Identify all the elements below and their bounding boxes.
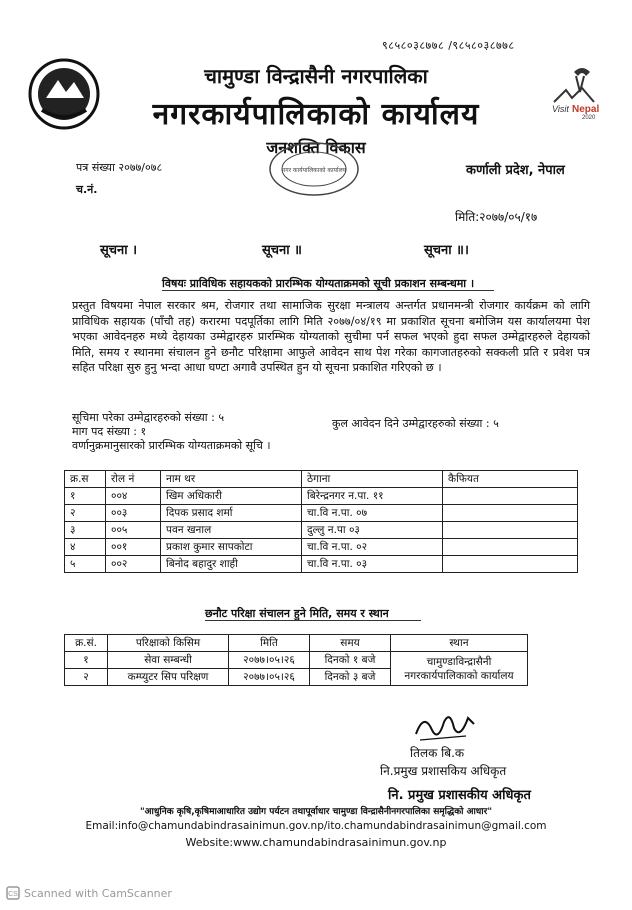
- table-cell: [443, 539, 578, 556]
- column-header: ठेगाना: [302, 471, 443, 488]
- table-cell: कम्प्युटर सिप परिक्षण: [108, 669, 229, 686]
- list-caption: वर्णानुक्रमानुसारको प्रारम्भिक योग्यताक्रमको सूचि ।: [72, 439, 271, 452]
- exam-schedule-heading: छनौट परिक्षा संचालन हुने मिति, समय र स्थान: [205, 607, 389, 620]
- table-cell: चा.वि न.पा. ०७: [302, 505, 443, 522]
- handwritten-signature: [410, 706, 480, 746]
- table-cell: ००५: [106, 522, 161, 539]
- table-cell: २०७७।०५।२६: [229, 652, 310, 669]
- exam-heading-underline: [205, 620, 421, 621]
- document-date: मिति:२०७७/०५/१७: [455, 210, 538, 224]
- notice-label-1: सूचना ।: [100, 243, 138, 258]
- office-title: नगरकार्यपालिकाको कार्यालय: [152, 97, 480, 132]
- table-row: [65, 539, 578, 556]
- phone-numbers: ९८५८०३८७७८ /९८५८०३८७७८: [382, 39, 515, 52]
- candidates-table: [64, 470, 578, 573]
- demand-posts: माग पद संख्या : १: [72, 425, 147, 438]
- province-name: कर्णाली प्रदेश, नेपाल: [466, 163, 565, 178]
- table-row: [65, 522, 578, 539]
- signatory-title: नि.प्रमुख प्रशासकिय अधिकृत: [380, 764, 507, 778]
- column-header: कैफियत: [443, 471, 578, 488]
- table-cell: [443, 522, 578, 539]
- contact-website: Website:www.chamundabindrasainimun.gov.np: [185, 836, 447, 849]
- table-cell: ४: [65, 539, 106, 556]
- camscanner-icon: [6, 886, 20, 900]
- column-header: रोल नं: [106, 471, 161, 488]
- reference-number: पत्र संख्या २०७७/०७८: [76, 161, 163, 174]
- table-cell: १: [65, 488, 106, 505]
- table-cell: सेवा सम्बन्धी: [108, 652, 229, 669]
- table-cell: चा.वि न.पा. ०२: [302, 539, 443, 556]
- notice-body: प्रस्तुत विषयमा नेपाल सरकार श्रम, रोजगार तथा सामाजिक सुरक्षा मन्त्रालय अन्तर्गत प्रधानमन्त्री रोजगार कार्यक्रम को लागि प्राविधिक सहायक (पाँचौ तह) करारमा पदपूर्तिका लागि मिति २०७७/०४/१९ मा प्रकाशित सूचना बमोजिम यस कार्यालयमा पेश भएका आवेदनहरु मध्ये देहायका उम्मेद्वारहरु प्रारम्भिक योग्यताको सुचीमा पर्न सफल भएको हुदा सफल उम्मेद्वारहरुले देहायको मिति, समय र स्थानमा संचालन हुने छनौट परिक्षामा आफुले आवेदन साथ पेश गरेका कागजातहरुको सक्कली प्रति र प्रवेश पत्र सहित परिक्षा सुरु हुनु भन्दा आधा घण्टा अगावै उपस्थित हुन यो सूचना प्रकाशित गरिएको छ ।: [72, 299, 590, 375]
- camscanner-watermark: [6, 886, 172, 900]
- table-cell: बिरेन्द्रनगर न.पा. ११: [302, 488, 443, 505]
- notice-label-3: सूचना ॥।: [424, 243, 469, 258]
- table-cell: [443, 488, 578, 505]
- table-cell: दुल्लु न.पा ०३: [302, 522, 443, 539]
- listed-count: सूचिमा परेका उम्मेद्वारहरुको संख्या : ५: [72, 411, 225, 424]
- table-cell: चा.वि न.पा. ०३: [302, 556, 443, 573]
- municipality-name: चामुण्डा विन्द्रासैनी नगरपालिका: [204, 64, 428, 88]
- applied-count: कुल आवेदन दिने उम्मेद्वारहरुको संख्या : ५: [332, 417, 499, 430]
- table-row: [65, 505, 578, 522]
- table-cell: १: [65, 652, 108, 669]
- table-cell: ००४: [106, 488, 161, 505]
- column-header: नाम थर: [161, 471, 302, 488]
- table-cell: ३: [65, 522, 106, 539]
- table-cell: खिम अधिकारी: [161, 488, 302, 505]
- table-cell: [443, 556, 578, 573]
- signatory-name: तिलक बि.क: [410, 746, 465, 760]
- table-cell: दिपक प्रसाद शर्मा: [161, 505, 302, 522]
- column-header: क्र.स: [65, 471, 106, 488]
- svg-text:CS: CS: [8, 891, 18, 898]
- officer-designation: नि. प्रमुख प्रशासकीय अधिकृत: [388, 788, 531, 803]
- department-title: जनशक्ति विकास: [266, 138, 366, 157]
- table-cell: २: [65, 669, 108, 686]
- column-header: स्थान: [391, 635, 528, 652]
- table-cell: दिनको ३ बजे: [310, 669, 391, 686]
- table-cell: २०७७।०५।२६: [229, 669, 310, 686]
- subject-line: विषयः प्राविधिक सहायकको प्रारम्भिक योग्यताक्रमको सूची प्रकाशन सम्बन्धमा ।: [162, 277, 475, 290]
- table-cell: ००२: [106, 556, 161, 573]
- table-row: [65, 556, 578, 573]
- official-stamp: [268, 140, 360, 198]
- column-header: क्र.सं.: [65, 635, 108, 652]
- table-cell: ००३: [106, 505, 161, 522]
- table-header-row: [65, 635, 528, 652]
- svg-text:Visit: Visit: [552, 104, 569, 114]
- table-cell: ५: [65, 556, 106, 573]
- table-cell: दिनको १ बजे: [310, 652, 391, 669]
- svg-text:2020: 2020: [582, 115, 596, 120]
- table-cell: ००१: [106, 539, 161, 556]
- exam-schedule-table: [64, 634, 528, 686]
- table-header-row: [65, 471, 578, 488]
- camscanner-label: Scanned with CamScanner: [24, 886, 172, 900]
- table-row: [65, 488, 578, 505]
- municipality-slogan: "आधुनिक कृषि,कृषिमाआधारित उद्योग पर्यटन तथापूर्वाधार चामुण्डा विन्द्रासैनीनगरपालिका समृद्धिको आधार": [139, 807, 493, 817]
- table-cell: पवन खनाल: [161, 522, 302, 539]
- dispatch-number: च.नं.: [76, 183, 98, 196]
- table-cell: प्रकाश कुमार सापकोटा: [161, 539, 302, 556]
- stamp-text: नगर कार्यपालिकाको कार्यालय: [281, 167, 347, 174]
- column-header: मिति: [229, 635, 310, 652]
- table-cell: [443, 505, 578, 522]
- table-cell: २: [65, 505, 106, 522]
- table-row: [65, 652, 528, 669]
- notice-label-2: सूचना ॥: [262, 243, 302, 258]
- table-cell: बिनोद बहादुर शाही: [161, 556, 302, 573]
- column-header: परिक्षाको किसिम: [108, 635, 229, 652]
- svg-text:Nepal: Nepal: [572, 104, 600, 115]
- venue-cell: चामुण्डाविन्द्रासैनी नगरकार्यपालिकाको कार्यालय: [391, 652, 528, 686]
- column-header: समय: [310, 635, 391, 652]
- contact-email: Email:info@chamundabindrasainimun.gov.np/ito.chamundabindrasainimun@gmail.com: [85, 820, 547, 832]
- subject-underline: [162, 290, 494, 291]
